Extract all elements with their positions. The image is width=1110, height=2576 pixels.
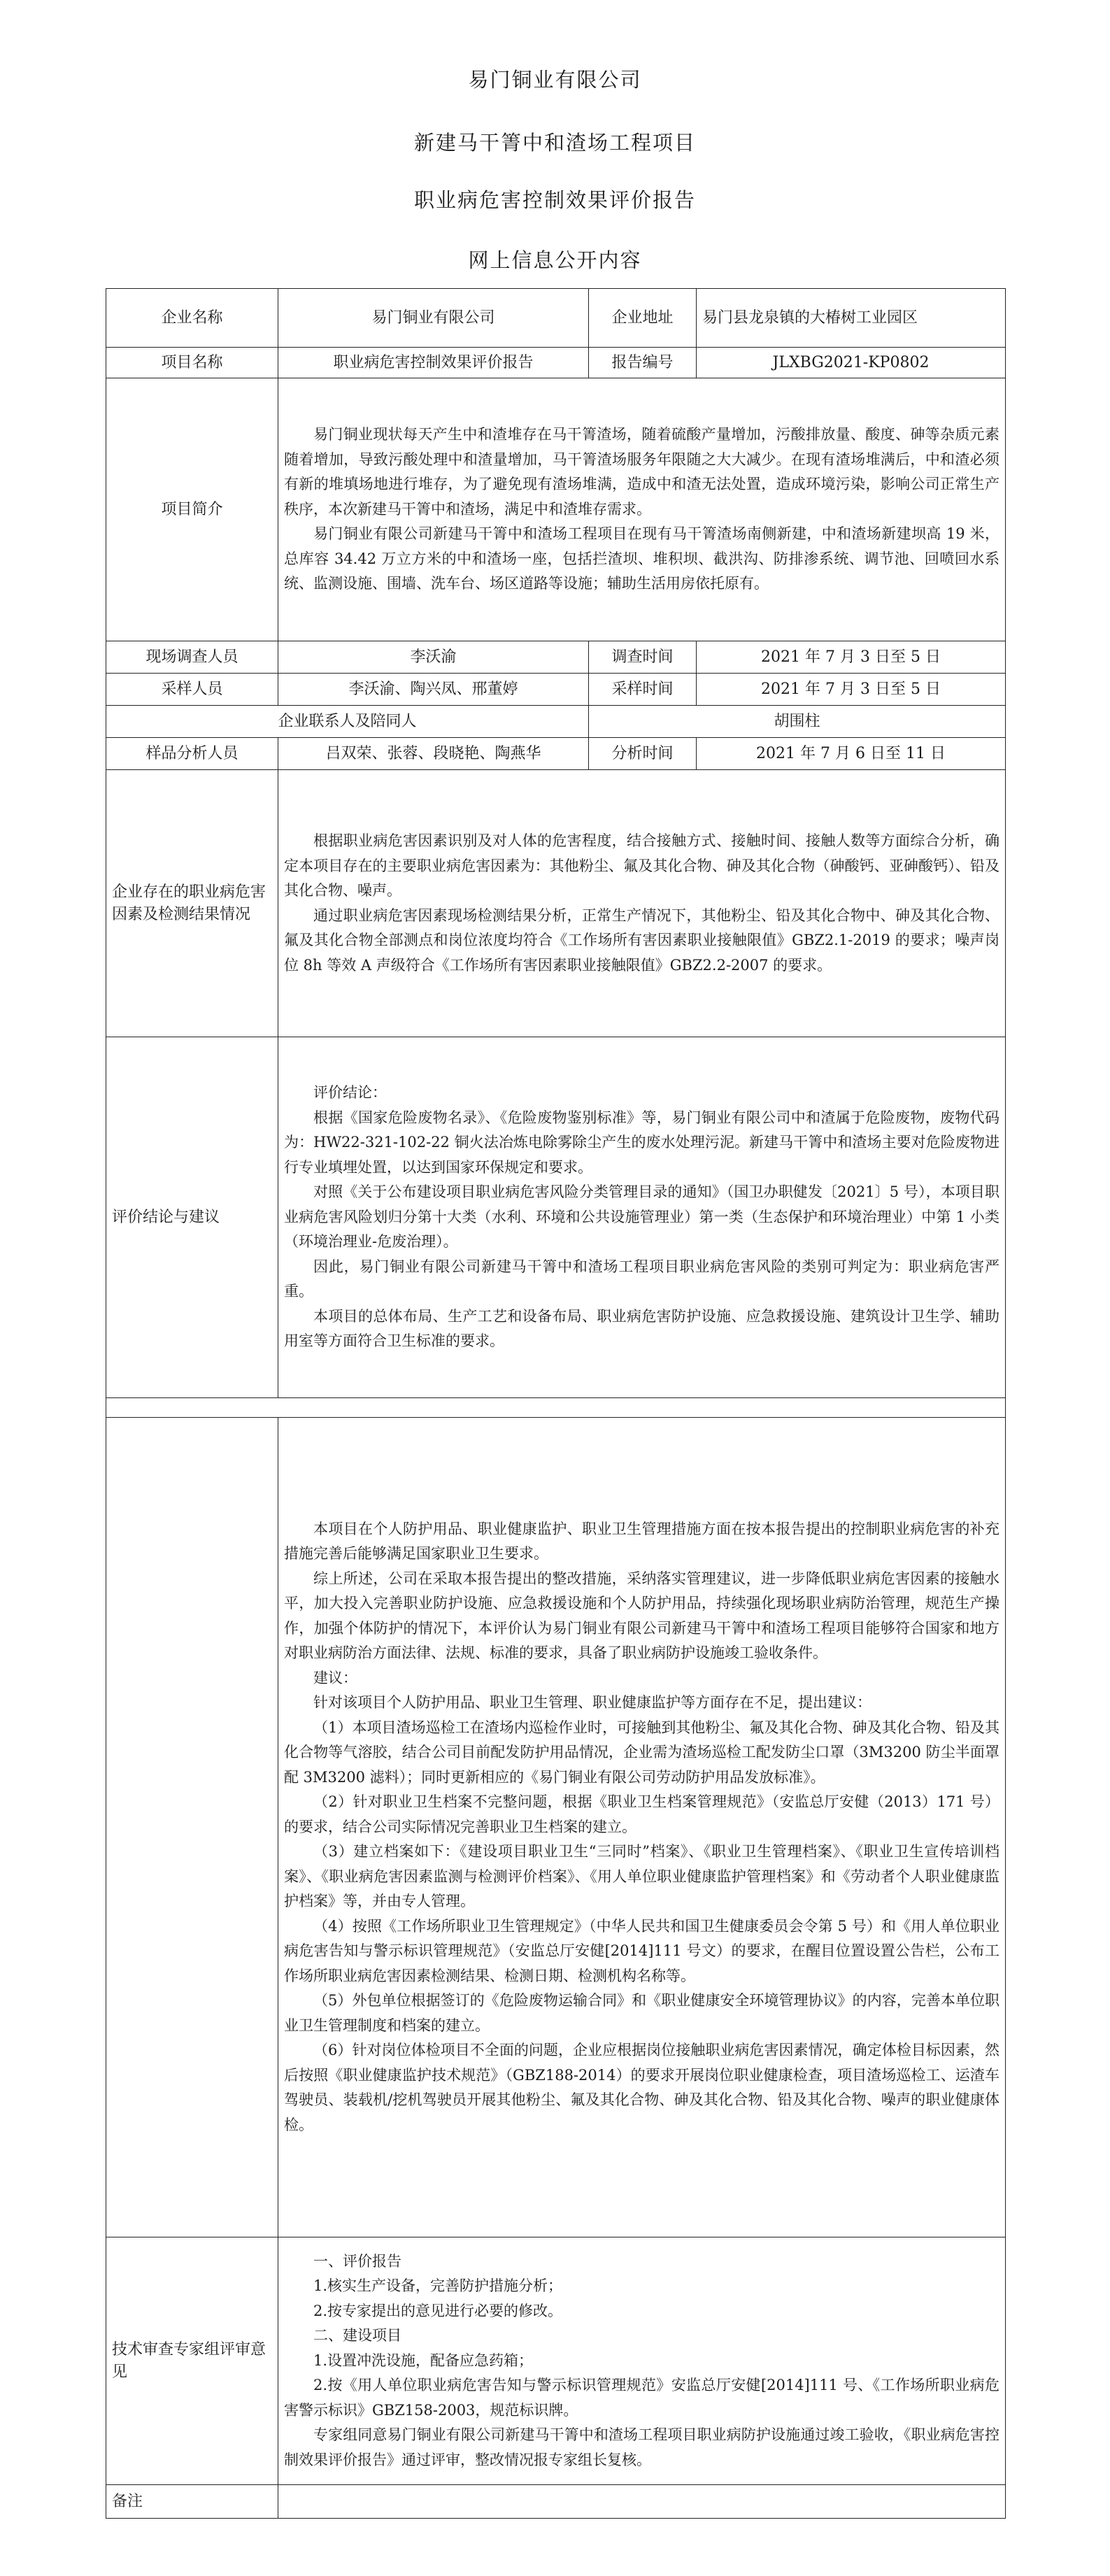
table-row bbox=[106, 289, 1006, 348]
expert-paragraph: 2.按《用人单位职业病危害告知与警示标识管理规范》安监总厅安健[2014]111 号、《工作场所职业病危害警示标识》GBZ158-2003，规范标识牌。 bbox=[284, 2377, 999, 2419]
report-no: JLXBG2021-KP0802 bbox=[697, 348, 1006, 378]
table-row bbox=[106, 378, 1006, 641]
table-row bbox=[106, 641, 1006, 674]
table-row bbox=[106, 706, 1006, 738]
analysis-time: 2021 年 7 月 6 日至 11 日 bbox=[697, 738, 1006, 770]
project-name: 职业病危害控制效果评价报告 bbox=[278, 348, 589, 378]
survey-time: 2021 年 7 月 3 日至 5 日 bbox=[697, 641, 1006, 674]
table-row bbox=[106, 738, 1006, 770]
continued-paragraph: （4）按照《工作场所职业卫生管理规定》（中华人民共和国卫生健康委员会令第 5 号）和《用人单位职业病危害告知与警示标识管理规范》（安监总厅安健[2014]111 号文）的要求，在醒目位置设置公告栏，公布工作场所职业病危害因素检测结果、检测日期、检测机构名称等。 bbox=[284, 1917, 999, 1984]
enterprise-addr-label: 企业地址 bbox=[589, 289, 697, 348]
expert-label: 技术审查专家组评审意见 bbox=[106, 2237, 278, 2485]
continued-paragraph: 本项目在个人防护用品、职业健康监护、职业卫生管理措施方面在按本报告提出的控制职业病危害的补充措施完善后能够满足国家职业卫生要求。 bbox=[284, 1520, 999, 1563]
company-title: 易门铜业有限公司 bbox=[468, 68, 642, 92]
continued-paragraph: 针对该项目个人防护用品、职业卫生管理、职业健康监护等方面存在不足，提出建议： bbox=[313, 1694, 871, 1712]
expert-paragraph: 二、建设项目 bbox=[313, 2327, 401, 2344]
enterprise-name-label: 企业名称 bbox=[106, 289, 278, 348]
table-row bbox=[106, 1037, 1006, 1398]
hazards-paragraph: 根据职业病危害因素识别及对人体的危害程度，结合接触方式、接触时间、接触人数等方面综合分析，确定本项目存在的主要职业病危害因素为：其他粉尘、氟及其化合物、砷及其化合物（砷酸钙、亚砷酸钙）、铅及其化合物、噪声。 bbox=[284, 832, 999, 899]
continued-paragraph: （5）外包单位根据签订的《危险废物运输合同》和《职业健康安全环境管理协议》的内容，完善本单位职业卫生管理制度和档案的建立。 bbox=[284, 1992, 999, 2034]
conclusion-label: 评价结论与建议 bbox=[106, 1037, 278, 1398]
report-title: 职业病危害控制效果评价报告 bbox=[413, 188, 696, 212]
conclusion-paragraph: 本项目的总体布局、生产工艺和设备布局、职业病危害防护设施、应急救援设施、建筑设计卫生学、辅助用室等方面符合卫生标准的要求。 bbox=[284, 1307, 999, 1350]
survey-label: 现场调查人员 bbox=[106, 641, 278, 674]
continued-text bbox=[278, 1418, 1006, 2237]
enterprise-addr: 易门县龙泉镇的大椿树工业园区 bbox=[697, 289, 1006, 348]
conclusion-paragraph: 因此，易门铜业有限公司新建马干箐中和渣场工程项目职业病危害风险的类别可判定为：职业病危害严重。 bbox=[284, 1258, 999, 1300]
analysis-persons: 吕双荣、张蓉、段晓艳、陶燕华 bbox=[278, 738, 589, 770]
continued-label bbox=[106, 1418, 278, 2237]
intro-label: 项目简介 bbox=[106, 378, 278, 641]
hazards-text bbox=[278, 770, 1006, 1037]
sampling-time: 2021 年 7 月 3 日至 5 日 bbox=[697, 674, 1006, 706]
sampling-persons: 李沃渝、陶兴凤、邢董婷 bbox=[278, 674, 589, 706]
expert-text bbox=[278, 2237, 1006, 2485]
conclusion-paragraph: 对照《关于公布建设项目职业病危害风险分类管理目录的通知》（国卫办职健发〔2021〕5 号），本项目职业病危害风险划归分第十大类（水利、环境和公共设施管理业）第一类（生态保护和环境治理业）中第 1 小类（环境治理业-危废治理）。 bbox=[284, 1183, 999, 1251]
intro-paragraph: 易门铜业有限公司新建马干箐中和渣场工程项目在现有马干箐渣场南侧新建，中和渣场新建坝高 19 米，总库容 34.42 万立方米的中和渣场一座，包括拦渣坝、堆积坝、截洪沟、防排渗系统、调节池、回喷回水系统、监测设施、围墙、洗车台、场区道路等设施；辅助生活用房依托原有。 bbox=[284, 525, 999, 592]
enterprise-name: 易门铜业有限公司 bbox=[278, 289, 589, 348]
expert-paragraph: 2.按专家提出的意见进行必要的修改。 bbox=[313, 2302, 563, 2319]
sampling-label: 采样人员 bbox=[106, 674, 278, 706]
continued-paragraph: （1）本项目渣场巡检工在渣场内巡检作业时，可接触到其他粉尘、氟及其化合物、砷及其化合物、铅及其化合物等气溶胶，结合公司目前配发防护用品情况，企业需为渣场巡检工配发防尘口罩（3M3200 防尘半面罩配 3M3200 滤料）；同时更新相应的《易门铜业有限公司劳动防护用品发放标准》。 bbox=[284, 1718, 999, 1786]
remarks-value bbox=[278, 2485, 1006, 2519]
expert-paragraph: 1.核实生产设备，完善防护措施分析； bbox=[313, 2277, 563, 2295]
analysis-time-label: 分析时间 bbox=[589, 738, 697, 770]
continued-paragraph: 建议： bbox=[313, 1669, 357, 1686]
page-break-gap bbox=[106, 1398, 1006, 1418]
report-no-label: 报告编号 bbox=[589, 348, 697, 378]
conclusion-paragraph: 根据《国家危险废物名录》、《危险废物鉴别标准》等，易门铜业有限公司中和渣属于危险废物，废物代码为：HW22-321-102-22 铜火法冶炼电除雾除尘产生的废水处理污泥。新建马干箐中和渣场主要对危险废物进行专业填埋处置，以达到国家环保规定和要求。 bbox=[284, 1109, 999, 1176]
intro-text bbox=[278, 378, 1006, 641]
continued-paragraph: 综上所述，公司在采取本报告提出的整改措施，采纳落实管理建议，进一步降低职业病危害因素的接触水平，加大投入完善职业防护设施、应急救援设施和个人防护用品，持续强化现场职业病防治管理，规范生产操作，加强个体防护的情况下，本评价认为易门铜业有限公司新建马干箐中和渣场工程项目能够符合国家和地方对职业病防治方面法律、法规、标准的要求，具备了职业病防护设施竣工验收条件。 bbox=[284, 1570, 999, 1662]
expert-paragraph: 1.设置冲洗设施，配备应急药箱； bbox=[313, 2351, 534, 2369]
table-row bbox=[106, 2485, 1006, 2519]
info-table bbox=[106, 288, 1006, 2519]
table-row bbox=[106, 674, 1006, 706]
remarks-label: 备注 bbox=[106, 2485, 278, 2519]
conclusion-paragraph: 评价结论： bbox=[313, 1084, 387, 1102]
continued-paragraph: （3）建立档案如下：《建设项目职业卫生“三同时”档案》、《职业卫生管理档案》、《职业卫生宣传培训档案》、《职业病危害因素监测与检测评价档案》、《用人单位职业健康监护管理档案》和《劳动者个人职业健康监护档案》等，并由专人管理。 bbox=[284, 1843, 999, 1910]
survey-time-label: 调查时间 bbox=[589, 641, 697, 674]
hazards-label: 企业存在的职业病危害因素及检测结果情况 bbox=[106, 770, 278, 1037]
project-title: 新建马干箐中和渣场工程项目 bbox=[413, 131, 696, 155]
contact-label: 企业联系人及陪同人 bbox=[106, 706, 589, 738]
table-row bbox=[106, 348, 1006, 378]
continued-paragraph: （2）针对职业卫生档案不完整问题，根据《职业卫生档案管理规范》（安监总厅安健（2013）171 号）的要求，结合公司实际情况完善职业卫生档案的建立。 bbox=[284, 1793, 999, 1835]
intro-paragraph: 易门铜业现状每天产生中和渣堆存在马干箐渣场，随着硫酸产量增加，污酸排放量、酸度、砷等杂质元素随着增加，导致污酸处理中和渣量增加，马干箐渣场服务年限随之大大减少。在现有渣场堆满后，中和渣必须有新的堆填场地进行堆存，为了避免现有渣场堆满，造成中和渣无法处置，造成环境污染，影响公司正常生产秩序，本次新建马干箐中和渣场，满足中和渣堆存需求。 bbox=[284, 426, 999, 518]
survey-person: 李沃渝 bbox=[278, 641, 589, 674]
expert-paragraph: 一、评价报告 bbox=[313, 2252, 401, 2270]
conclusion-text bbox=[278, 1037, 1006, 1398]
analysis-label: 样品分析人员 bbox=[106, 738, 278, 770]
table-row bbox=[106, 1418, 1006, 2237]
continued-paragraph: （6）针对岗位体检项目不全面的问题，企业应根据岗位接触职业病危害因素情况，确定体检目标因素，然后按照《职业健康监护技术规范》（GBZ188-2014）的要求开展岗位职业健康检查，项目渣场巡检工、运渣车驾驶员、装载机/挖机驾驶员开展其他粉尘、氟及其化合物、砷及其化合物、铅及其化合物、噪声的职业健康体检。 bbox=[284, 2042, 999, 2133]
hazards-paragraph: 通过职业病危害因素现场检测结果分析，正常生产情况下，其他粉尘、铅及其化合物中、砷及其化合物、氟及其化合物全部测点和岗位浓度均符合《工作场所有害因素职业接触限值》GBZ2.1-2019 的要求；噪声岗位 8h 等效 A 声级符合《工作场所有害因素职业接触限值》GBZ2.2-2007 的要求。 bbox=[284, 906, 999, 974]
disclosure-title: 网上信息公开内容 bbox=[468, 248, 642, 272]
table-row bbox=[106, 770, 1006, 1037]
table-row bbox=[106, 2237, 1006, 2485]
sampling-time-label: 采样时间 bbox=[589, 674, 697, 706]
contact-person: 胡围柱 bbox=[589, 706, 1006, 738]
project-name-label: 项目名称 bbox=[106, 348, 278, 378]
expert-paragraph: 专家组同意易门铜业有限公司新建马干箐中和渣场工程项目职业病防护设施通过竣工验收，《职业病危害控制效果评价报告》通过评审，整改情况报专家组长复核。 bbox=[284, 2426, 999, 2468]
